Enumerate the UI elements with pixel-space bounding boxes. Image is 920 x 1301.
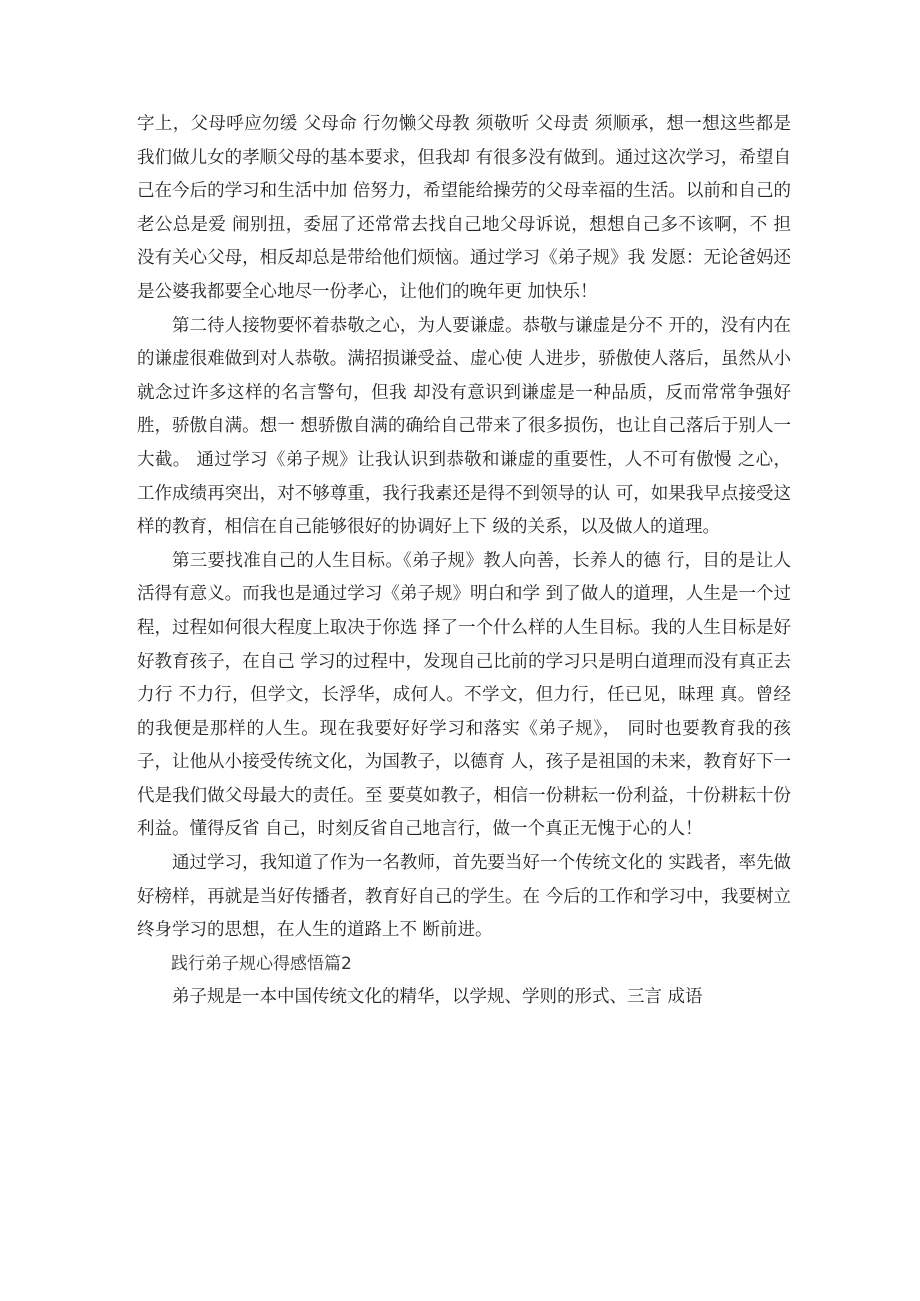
paragraph-filial-piety: 字上，父母呼应勿缓 父母命 行勿懒父母教 须敬听 父母责 须顺承，想一想这些都是我们做儿女的孝顺父母的基本要求，但我却 有很多没有做到。通过这次学习，希望自己在今后的学习和生活中加 倍努力，希望能给操劳的父母幸福的生活。以前和自己的老公总是爱 闹别扭，委屈了还常常去找自己地父母诉说，想想自己多不该啊，不 担没有关心父母，相反却总是带给他们烦恼。通过学习《弟子规》我 发愿：无论爸妈还是公婆我都要全心地尽一份孝心，让他们的晚年更 加快乐！ [137, 114, 791, 302]
paragraph-dizigui-intro: 弟子规是一本中国传统文化的精华，以学规、学则的形式、三言 成语 [172, 987, 703, 1008]
paragraph-respect-humility: 第二待人接物要怀着恭敬之心，为人要谦虚。恭敬与谦虚是分不 开的，没有内在的谦虚很难做到对人恭敬。满招损谦受益、虚心使 人进步，骄傲使人落后，虽然从小就念过许多这样的名言警句，但我 却没有意识到谦虚是一种品质，反而常常争强好胜，骄傲自满。想一 想骄傲自满的确给自己带来了很多损伤，也让自己落后于别人一大截。 通过学习《弟子规》让我认识到恭敬和谦虚的重要性，人不可有傲慢 之心，工作成绩再突出，对不够尊重，我行我素还是得不到领导的认 可，如果我早点接受这样的教育，相信在自己能够很好的协调好上下 级的关系，以及做人的道理。 [137, 315, 791, 538]
paragraph-life-goal: 第三要找准自己的人生目标。《弟子规》教人向善，长养人的德 行，目的是让人活得有意义。而我也是通过学习《弟子规》明白和学 到了做人的道理，人生是一个过程，过程如何很大程度上取决于你选 择了一个什么样的人生目标。我的人生目标是好好教育孩子，在自己 学习的过程中，发现自己比前的学习只是明白道理而没有真正去力行 不力行，但学文，长浮华，成何人。不学文，但力行，任已见，昧理 真。曾经的我便是那样的人生。现在我要好好学习和落实《弟子规》， 同时也要教育我的孩子，让他从小接受传统文化，为国教子，以德育 人，孩子是祖国的未来，教育好下一代是我们做父母最大的责任。至 要莫如教子，相信一份耕耘一份利益，十份耕耘十份利益。懂得反省 自己，时刻反省自己地言行，做一个真正无愧于心的人！ [137, 550, 791, 840]
paragraph-teacher-conclusion: 通过学习，我知道了作为一名教师，首先要当好一个传统文化的 实践者，率先做好榜样，再就是当好传播者，教育好自己的学生。在 今后的工作和学习中，我要树立终身学习的思想，在人生的道路上不 断前进。 [137, 853, 791, 941]
body-text [137, 108, 791, 1015]
section-heading: 践行弟子规心得感悟篇2 [171, 953, 352, 974]
